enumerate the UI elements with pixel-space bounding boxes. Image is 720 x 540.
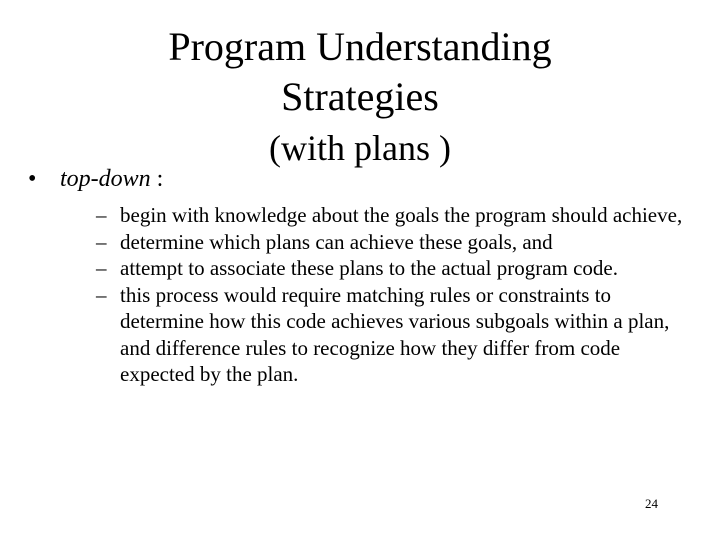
subitem-list	[96, 202, 686, 388]
dash-marker: –	[96, 256, 107, 280]
subitem	[96, 255, 686, 282]
bullet-term: top-down	[60, 166, 151, 192]
slide-number: 24	[645, 496, 658, 511]
subitem	[96, 282, 686, 388]
slide-subtitle: (with plans )	[269, 128, 451, 168]
subitem	[96, 229, 686, 256]
subitem-text: this process would require matching rules or constraints to determine how this code achieves various subgoals within a plan, and difference rules to recognize how they differ from code expected by the plan.	[120, 282, 670, 386]
subitem	[96, 202, 686, 229]
dash-marker: –	[96, 229, 107, 254]
bullet-marker: •	[28, 166, 37, 192]
dash-marker: –	[96, 203, 107, 227]
bullet-term-suffix: :	[150, 166, 164, 192]
subitem-text: determine which plans can achieve these goals, and	[120, 229, 553, 254]
dash-marker: –	[96, 282, 107, 307]
subitem-text: attempt to associate these plans to the actual program code.	[120, 256, 618, 280]
main-bullet	[28, 164, 163, 194]
subitem-text: begin with knowledge about the goals the program should achieve,	[120, 203, 683, 227]
slide-title: Program Understanding Strategies	[168, 24, 552, 119]
